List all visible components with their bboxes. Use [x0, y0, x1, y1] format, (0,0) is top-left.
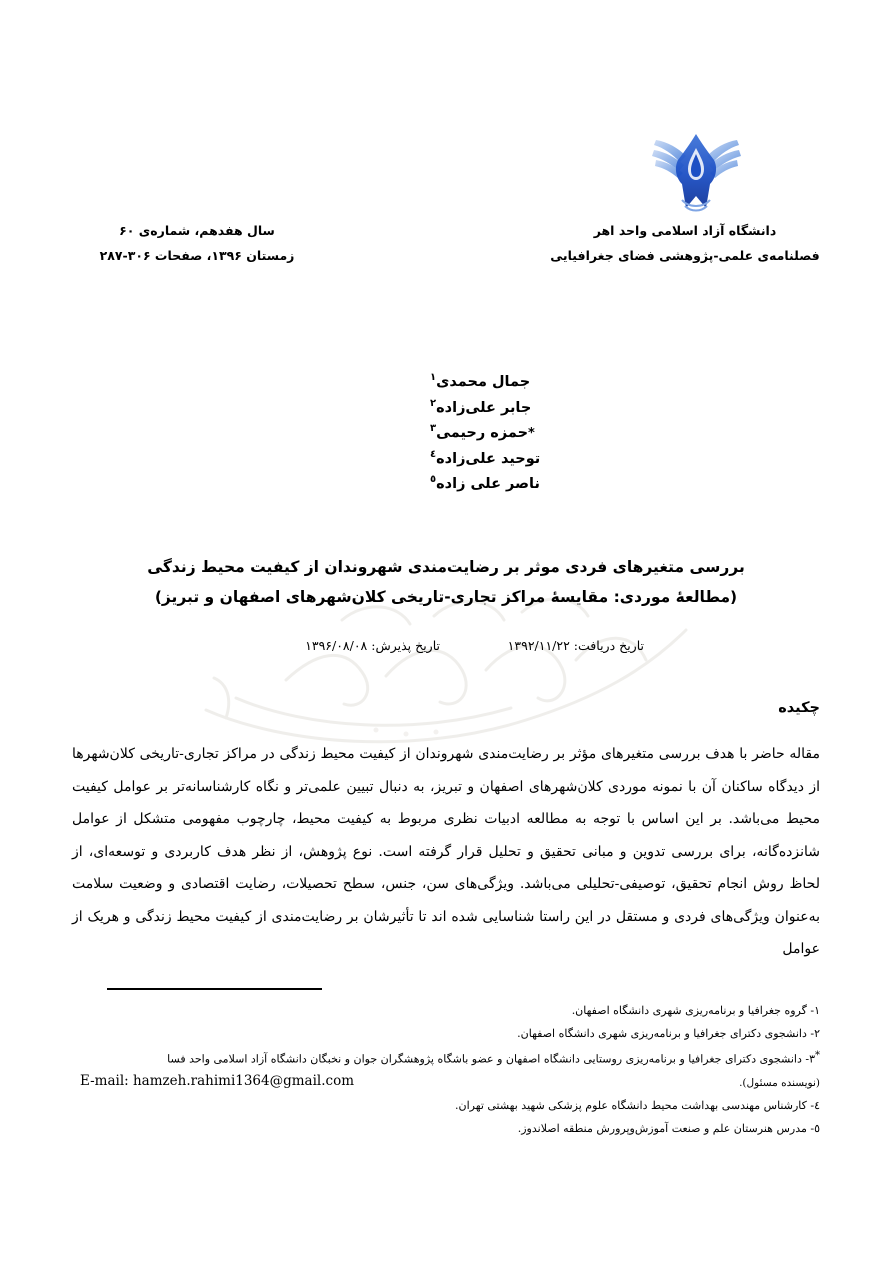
footnote-item [72, 1000, 820, 1022]
azad-university-logo-icon [644, 122, 749, 214]
accepted-date-value: ۱۳۹۶/۰۸/۰۸ [305, 638, 368, 653]
footnote-text: گروه جغرافیا و برنامه‌ریزی شهری دانشگاه اصفهان. [571, 1004, 807, 1017]
author-name: حمزه رحیمی [436, 425, 529, 441]
masthead-university-name: دانشگاه آزاد اسلامی واحد اهر [593, 223, 777, 238]
footnote-mark: ۲- [810, 1026, 820, 1040]
author-list [430, 370, 850, 498]
footnote-asterisk: * [815, 1050, 820, 1061]
footnote-text: کارشناس مهندسی بهداشت محیط دانشگاه علوم پزشکی شهید بهشتی تهران. [455, 1099, 807, 1113]
footnote-email-row [72, 1071, 820, 1095]
author-item [430, 396, 850, 422]
author-name: توحید علی‌زاده [436, 450, 541, 467]
accepted-date-label: تاریخ پذیرش: [371, 638, 440, 653]
author-affiliation-mark: ٥ [430, 474, 437, 486]
masthead-season-pages: زمستان ۱۳۹۶، صفحات ۳۰۶-۲۸۷ [99, 248, 295, 263]
footnote-mark: ٤- [810, 1099, 820, 1113]
author-item [430, 370, 850, 396]
footnote-item [72, 1095, 820, 1117]
author-name: جمال محمدی [436, 374, 531, 390]
author-item-corresponding [430, 421, 850, 447]
author-affiliation-mark: ۱ [430, 372, 437, 384]
footnote-text: دانشجوی دکترای جغرافیا و برنامه‌ریزی شهری دانشگاه اصفهان. [517, 1026, 807, 1040]
footnote-mark: ۳- [805, 1052, 815, 1066]
footnote-mark: ۱- [810, 1004, 820, 1017]
masthead-volume-issue: سال هفدهم، شماره‌ی ۶۰ [119, 223, 275, 238]
masthead-journal-name: فصلنامه‌ی علمی-پژوهشی فضای جغرافیایی [550, 248, 820, 263]
author-affiliation-mark: ۲ [430, 397, 437, 409]
article-title-line-1: بررسی متغیرهای فردی موثر بر رضایت‌مندی شهروندان از کیفیت محیط زندگی [147, 558, 745, 576]
author-name: ناصر علی زاده [436, 476, 540, 492]
masthead-publisher [520, 218, 850, 268]
footnote-item [72, 1118, 820, 1140]
abstract-text: مقاله حاضر با هدف بررسی متغیرهای مؤثر بر رضایت‌مندی شهروندان از کیفیت محیط زندگی در مراکز تجاری-تاریخی کلان‌شهرها از دیدگاه ساکنان آن با نمونه موردی کلان‌شهرهای اصفهان و تبریز، به دنبال تبیین علمی‌تر و نگاه کارشناسانه‌تر بر عوامل کیفیت محیط می‌باشد. بر این اساس با توجه به مطالعه ادبیات نظری مربوط به کیفیت محیط، چارچوب مفهومی متشکل از عوامل شانزده‌گانه، برای بررسی تدوین و مبانی تحقیق و تحلیل قرار گرفته است. نوع پژوهش، از نظر هدف کاربردی و توسعه‌ای، از لحاظ روش انجام تحقیق، توصیفی-تحلیلی می‌باشد. ویژگی‌های سن، جنس، سطح تحصیلات، رضایت اقتصادی و وضعیت سلامت به‌عنوان ویژگی‌های فردی و مستقل در این راستا شناسایی شده اند تا تأثیرشان بر رضایت‌مندی از کیفیت محیط زندگی و هریک از عوامل [72, 746, 820, 957]
received-date-label: تاریخ دریافت: [573, 638, 644, 653]
article-title-line-2: (مطالعۀ موردی: مقایسۀ مراکز تجاری-تاریخی کلان‌شهرهای اصفهان و تبریز) [154, 588, 738, 606]
author-affiliation-mark: ٤ [430, 448, 437, 460]
footnote-separator [107, 988, 322, 990]
accepted-date [305, 638, 440, 653]
footnote-item [72, 1023, 820, 1045]
abstract-heading: چکیده [778, 700, 820, 716]
footnote-mark: ٥- [810, 1121, 820, 1135]
received-date-value: ۱۳۹۲/۱۱/۲۲ [507, 638, 570, 653]
corresponding-author-asterisk: * [528, 426, 535, 441]
footnote-item-corresponding [72, 1045, 820, 1070]
footnote-text: مدرس هنرستان علم و صنعت آموزش‌وپرورش منطقه اصلاندوز. [517, 1121, 807, 1135]
corresponding-author-email[interactable]: E-mail: hamzeh.rahimi1364@gmail.com [80, 1073, 355, 1090]
author-item [430, 447, 850, 473]
footnote-list [72, 1000, 820, 1140]
author-affiliation-mark: ۳ [430, 423, 437, 435]
article-title [0, 552, 892, 612]
corresponding-author-note: (نویسنده مسئول). [739, 1077, 820, 1090]
author-name: جابر علی‌زاده [436, 399, 532, 416]
masthead-issue-info [92, 218, 302, 268]
footnote-text: دانشجوی دکترای جغرافیا و برنامه‌ریزی روستایی دانشگاه اصفهان و عضو باشگاه پژوهشگران جوان و نخبگان دانشگاه آزاد اسلامی واحد فسا [167, 1052, 802, 1066]
author-item [430, 472, 850, 498]
received-date [508, 638, 644, 653]
